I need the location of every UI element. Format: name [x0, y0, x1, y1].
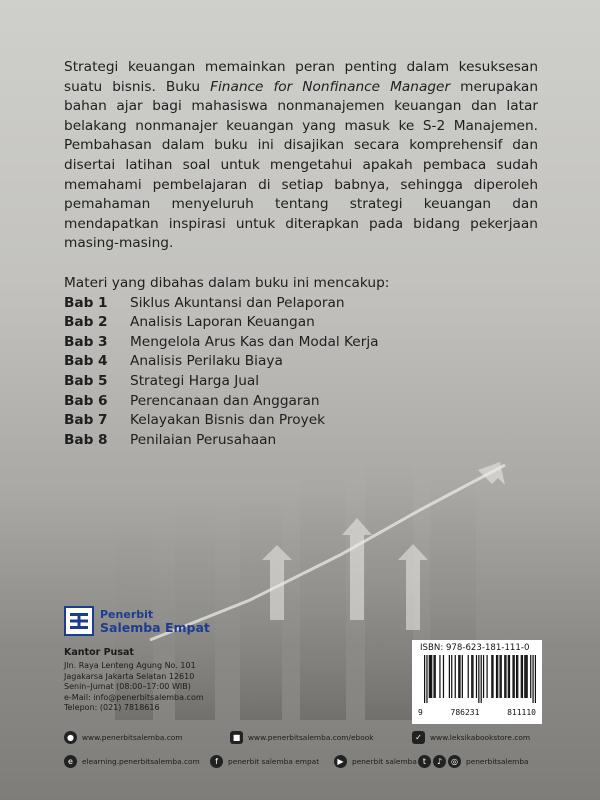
chapter-number: 1	[98, 294, 108, 311]
address-city: Jagakarsa Jakarta Selatan 12610	[64, 671, 195, 681]
publisher-logo	[64, 606, 210, 636]
description-text-1: Strategi keuangan memainkan peran penting dalam kesuksesan suatu bisnis. Buku	[64, 59, 538, 95]
website-text: www.penerbitsalemba.com	[82, 733, 183, 742]
barcode-bar	[501, 655, 502, 698]
chapter-label: Bab	[64, 333, 94, 350]
barcode-group-1: 786231	[450, 708, 480, 717]
publisher-logo-icon	[64, 606, 94, 636]
youtube-text: penerbit salemba	[352, 757, 417, 766]
barcode-bar	[516, 655, 517, 698]
barcode-bar	[522, 655, 523, 698]
facebook-link[interactable]	[210, 755, 319, 768]
chapter-item	[64, 294, 538, 314]
barcode-bar	[439, 655, 440, 698]
barcode-bar	[451, 655, 452, 698]
publisher-name: Salemba Empat	[100, 620, 210, 635]
chapter-label: Bab	[64, 392, 94, 409]
barcode-bar	[431, 655, 432, 698]
barcode-bar	[497, 655, 498, 698]
book-title-italic: Finance for Nonfinance Manager	[210, 78, 451, 95]
chapter-item	[64, 313, 538, 333]
elearning-link[interactable]	[64, 755, 200, 768]
chapter-title: Analisis Perilaku Biaya	[130, 353, 283, 370]
back-cover-text	[64, 58, 538, 450]
chapter-item	[64, 411, 538, 431]
chapter-title: Kelayakan Bisnis dan Proyek	[130, 412, 326, 429]
address-street: Jln. Raya Lenteng Agung No. 101	[64, 661, 196, 671]
elearning-text: elearning.penerbitsalemba.com	[82, 757, 200, 766]
barcode-bar	[471, 655, 472, 698]
barcode-bar	[435, 655, 436, 698]
chapter-title: Analisis Laporan Keuangan	[130, 314, 315, 331]
barcode-bar	[486, 655, 487, 698]
chapter-label: Bab	[64, 314, 94, 331]
barcode-bar	[443, 655, 444, 698]
barcode-lead-digit: 9	[418, 708, 423, 717]
barcode-bar	[430, 655, 431, 698]
barcode	[418, 655, 536, 703]
chapter-title: Mengelola Arus Kas dan Modal Kerja	[130, 333, 379, 350]
description-paragraph	[64, 58, 538, 254]
barcode-bar	[517, 655, 518, 698]
barcode-digits	[418, 708, 536, 717]
barcode-bar	[458, 655, 459, 698]
barcode-bar	[505, 655, 506, 698]
publisher-address	[64, 648, 204, 713]
barcode-bar	[491, 655, 492, 698]
barcode-group-2: 811110	[507, 708, 536, 717]
chapter-label: Bab	[64, 431, 94, 448]
chapter-label: Bab	[64, 412, 94, 429]
barcode-bar	[525, 655, 526, 698]
barcode-bar	[476, 655, 477, 698]
ebook-text: www.penerbitsalemba.com/ebook	[248, 733, 374, 742]
instagram-icon: ◎	[448, 755, 461, 768]
chapter-title: Penilaian Perusahaan	[130, 431, 277, 448]
chapter-title: Strategi Harga Jual	[130, 372, 260, 389]
facebook-icon: f	[210, 755, 223, 768]
facebook-text: penerbit salemba empat	[228, 757, 320, 766]
isbn-barcode-box	[412, 640, 542, 724]
office-heading: Kantor Pusat	[64, 647, 134, 658]
chapter-number: 2	[98, 314, 108, 331]
chapter-title: Perencanaan dan Anggaran	[130, 392, 320, 409]
barcode-bar	[424, 655, 425, 703]
barcode-bar	[449, 655, 450, 698]
elearning-icon: e	[64, 755, 77, 768]
chapter-number: 3	[98, 333, 108, 350]
barcode-bar	[504, 655, 505, 698]
chapter-number: 4	[98, 353, 108, 370]
barcode-bar	[530, 655, 531, 698]
chapter-label: Bab	[64, 372, 94, 389]
barcode-bar	[492, 655, 493, 698]
barcode-bar	[496, 655, 497, 698]
barcode-bar	[429, 655, 430, 698]
chapter-number: 8	[98, 431, 108, 448]
isbn-number: ISBN: 978-623-181-111-0	[420, 643, 530, 653]
globe-icon: ●	[64, 731, 77, 744]
barcode-bar	[472, 655, 473, 698]
barcode-bar	[462, 655, 463, 698]
chapter-item	[64, 372, 538, 392]
chapter-item	[64, 352, 538, 372]
social-media-text: penerbitsalemba	[466, 757, 529, 766]
barcode-bar	[524, 655, 525, 698]
barcode-bar	[481, 655, 482, 703]
chapter-label: Bab	[64, 353, 94, 370]
barcode-bar	[527, 655, 528, 698]
barcode-bar	[521, 655, 522, 698]
barcode-bar	[483, 655, 484, 698]
youtube-icon: ▶	[334, 755, 347, 768]
chapter-item	[64, 333, 538, 353]
barcode-bar	[509, 655, 510, 698]
barcode-bar	[426, 655, 427, 703]
chapter-number: 7	[98, 412, 108, 429]
ebook-icon: ■	[230, 731, 243, 744]
chapter-item	[64, 431, 538, 451]
contact-phone: Telepon: (021) 7818616	[64, 703, 160, 713]
bookstore-icon: ✓	[412, 731, 425, 744]
barcode-bar	[468, 655, 469, 698]
barcode-bar	[532, 655, 533, 703]
barcode-bar	[535, 655, 536, 703]
chapter-number: 5	[98, 372, 108, 389]
publisher-label: Penerbit	[100, 608, 154, 621]
bookstore-text: www.leksikabookstore.com	[430, 733, 531, 742]
description-text-2: merupakan bahan ajar bagi mahasiswa nonmanajemen keuangan dan latar belakang nonmanajer keuangan yang masuk ke S-2 Manajemen. Pembahasan dalam buku ini disajikan secara komprehensif dan disertai latihan soal untuk mengetahui apakah pembaca sudah memahami pembelajaran di setiap babnya, sehingga diperoleh pemahaman menyeluruh tentang strategi keuangan dan mendapatkan inspirasi untuk diterapkan pada bidang pekerjaan masing-masing.	[64, 78, 538, 252]
youtube-link[interactable]	[334, 755, 417, 768]
bookstore-link[interactable]	[412, 731, 530, 744]
barcode-bar	[514, 655, 515, 698]
twitter-icon: t	[418, 755, 431, 768]
tiktok-icon: ♪	[433, 755, 446, 768]
website-link[interactable]	[64, 731, 183, 744]
barcode-bar	[459, 655, 460, 698]
chapter-label: Bab	[64, 294, 94, 311]
chapter-list-intro: Materi yang dibahas dalam buku ini mencakup:	[64, 274, 390, 291]
barcode-bar	[512, 655, 513, 698]
ebook-link[interactable]	[230, 731, 374, 744]
chapter-title: Siklus Akuntansi dan Pelaporan	[130, 294, 345, 311]
barcode-bar	[508, 655, 509, 698]
barcode-bar	[478, 655, 479, 703]
barcode-bar	[433, 655, 434, 698]
chapter-item	[64, 392, 538, 412]
barcode-bar	[499, 655, 500, 698]
barcode-bar	[455, 655, 456, 698]
social-media-link[interactable]	[418, 755, 529, 768]
chapter-list	[64, 294, 538, 451]
chapter-number: 6	[98, 392, 108, 409]
office-hours: Senin–Jumat (08:00–17:00 WIB)	[64, 682, 191, 692]
contact-email: e-Mail: info@penerbitsalemba.com	[64, 692, 204, 702]
